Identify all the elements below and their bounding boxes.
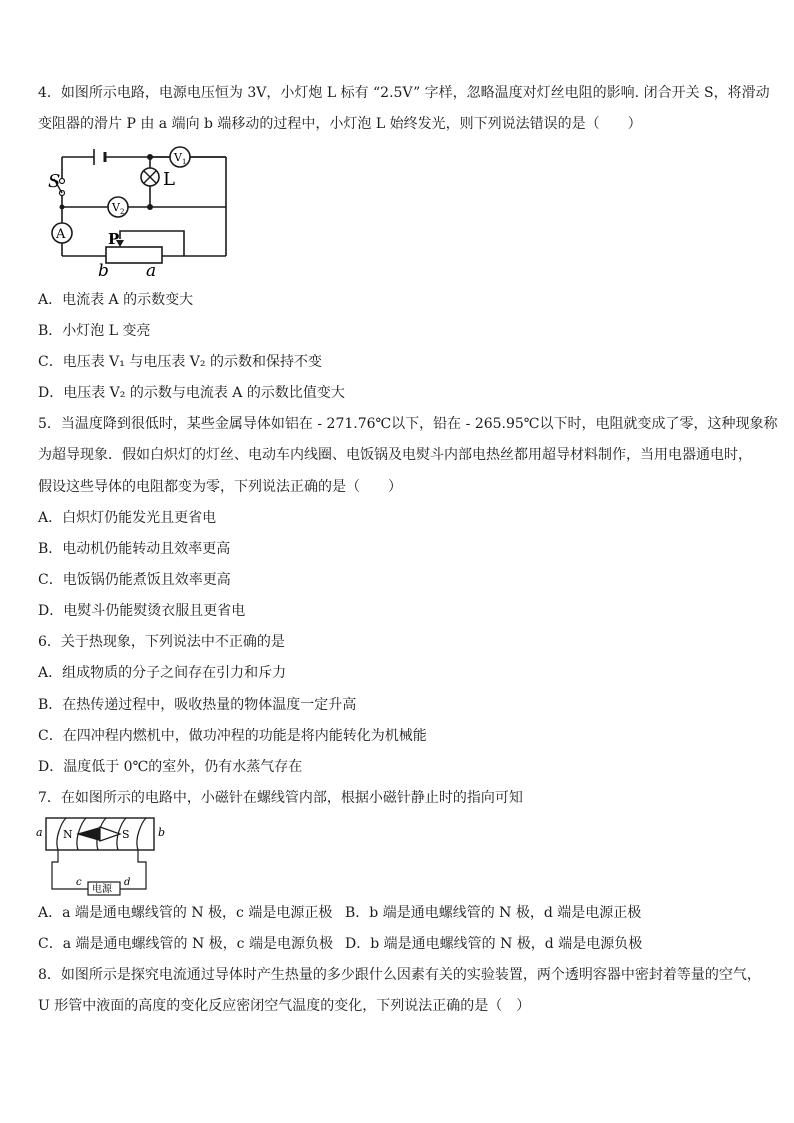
- q7-option-d: D．b 端是通电螺线管的 N 极，d 端是电源负极: [345, 936, 643, 952]
- q5-stem-line3: 假设这些导体的电阻都变为零，下列说法正确的是（ ）: [38, 479, 402, 495]
- q4-v2-subscript: 2: [120, 208, 125, 216]
- q4-option-c: C．电压表 V₁ 与电压表 V₂ 的示数和保持不变: [38, 354, 322, 370]
- q4-slider-label: P: [108, 230, 120, 248]
- q7-north-label: N: [63, 828, 73, 841]
- q7-terminal-c-label: c: [76, 877, 82, 888]
- q7-option-b-wrap: [345, 904, 641, 922]
- q7-end-b-label: b: [158, 826, 166, 839]
- q7-option-row2: [38, 935, 333, 953]
- q5-option-b: B．电动机仍能转动且效率更高: [38, 541, 231, 557]
- q4-option-b: B．小灯泡 L 变亮: [38, 323, 151, 339]
- q4-v1-subscript: 1: [182, 158, 187, 166]
- q8-stem-line2: U 形管中液面的高度的变化反应密闭空气温度的变化，下列说法正确的是（ ）: [38, 998, 531, 1014]
- q4-v2-label: V: [112, 201, 120, 214]
- q5-option-a: A．白炽灯仍能发光且更省电: [38, 510, 217, 526]
- q4-stem-line2: 变阻器的滑片 P 由 a 端向 b 端移动的过程中，小灯泡 L 始终发光，则下列说法错误的是（ ）: [38, 116, 642, 132]
- q6-option-a: A．组成物质的分子之间存在引力和斥力: [38, 665, 287, 681]
- q4-option-a: A．电流表 A 的示数变大: [38, 292, 194, 308]
- q4-end-b-label: b: [98, 261, 109, 278]
- q7-end-a-label: a: [36, 826, 43, 839]
- q4-end-a-label: a: [146, 261, 157, 278]
- q4-ammeter-label: A: [56, 227, 66, 242]
- q6-option-c: C．在四冲程内燃机中，做功冲程的功能是将内能转化为机械能: [38, 728, 427, 744]
- q7-option-c: C．a 端是通电螺线管的 N 极，c 端是电源负极: [38, 936, 333, 952]
- q7-option-d-wrap: [345, 935, 642, 953]
- q5-option-c: C．电饭锅仍能煮饭且效率更高: [38, 572, 231, 588]
- q7-solenoid-diagram: [36, 814, 176, 896]
- q7-power-label: 电源: [92, 884, 112, 895]
- q4-circuit-diagram: [40, 143, 240, 278]
- q7-south-label: S: [122, 828, 130, 841]
- q7-option-row1: [38, 904, 332, 922]
- q7-stem: 7．在如图所示的电路中，小磁针在螺线管内部，根据小磁针静止时的指向可知: [38, 790, 523, 806]
- q6-option-d: D．温度低于 0℃的室外，仍有水蒸气存在: [38, 759, 303, 775]
- q4-lamp-label: L: [163, 169, 175, 190]
- q7-terminal-d-label: d: [124, 877, 131, 888]
- q7-option-a: A．a 端是通电螺线管的 N 极，c 端是电源正极: [38, 905, 333, 921]
- q4-option-d: D．电压表 V₂ 的示数与电流表 A 的示数比值变大: [38, 385, 345, 401]
- q6-stem: 6．关于热现象，下列说法中不正确的是: [38, 634, 285, 650]
- q8-stem-line1: 8．如图所示是探究电流通过导体时产生热量的多少跟什么因素有关的实验装置，两个透明容器中密封着等量的空气，: [38, 967, 761, 983]
- q7-option-b: B．b 端是通电螺线管的 N 极，d 端是电源正极: [345, 905, 642, 921]
- q4-stem-line1: 4．如图所示电路，电源电压恒为 3V，小灯炮 L 标有 “2.5V” 字样，忽略温度对灯丝电阻的影响. 闭合开关 S，将滑动: [38, 85, 770, 101]
- q5-option-d: D．电熨斗仍能熨烫衣服且更省电: [38, 603, 246, 619]
- q4-switch-label: S: [48, 171, 61, 192]
- q6-option-b: B．在热传递过程中，吸收热量的物体温度一定升高: [38, 697, 357, 713]
- q4-v1-label: V: [174, 151, 182, 164]
- q5-stem-line2: 为超导现象．假如白炽灯的灯丝、电动车内线圈、电饭锅及电熨斗内部电热丝都用超导材料制作，当用电器通电时，: [38, 447, 752, 463]
- q5-stem-line1: 5．当温度降到很低时，某些金属导体如铝在 - 271.76℃以下，铅在 - 265.95℃以下时，电阻就变成了零，这种现象称: [38, 416, 778, 432]
